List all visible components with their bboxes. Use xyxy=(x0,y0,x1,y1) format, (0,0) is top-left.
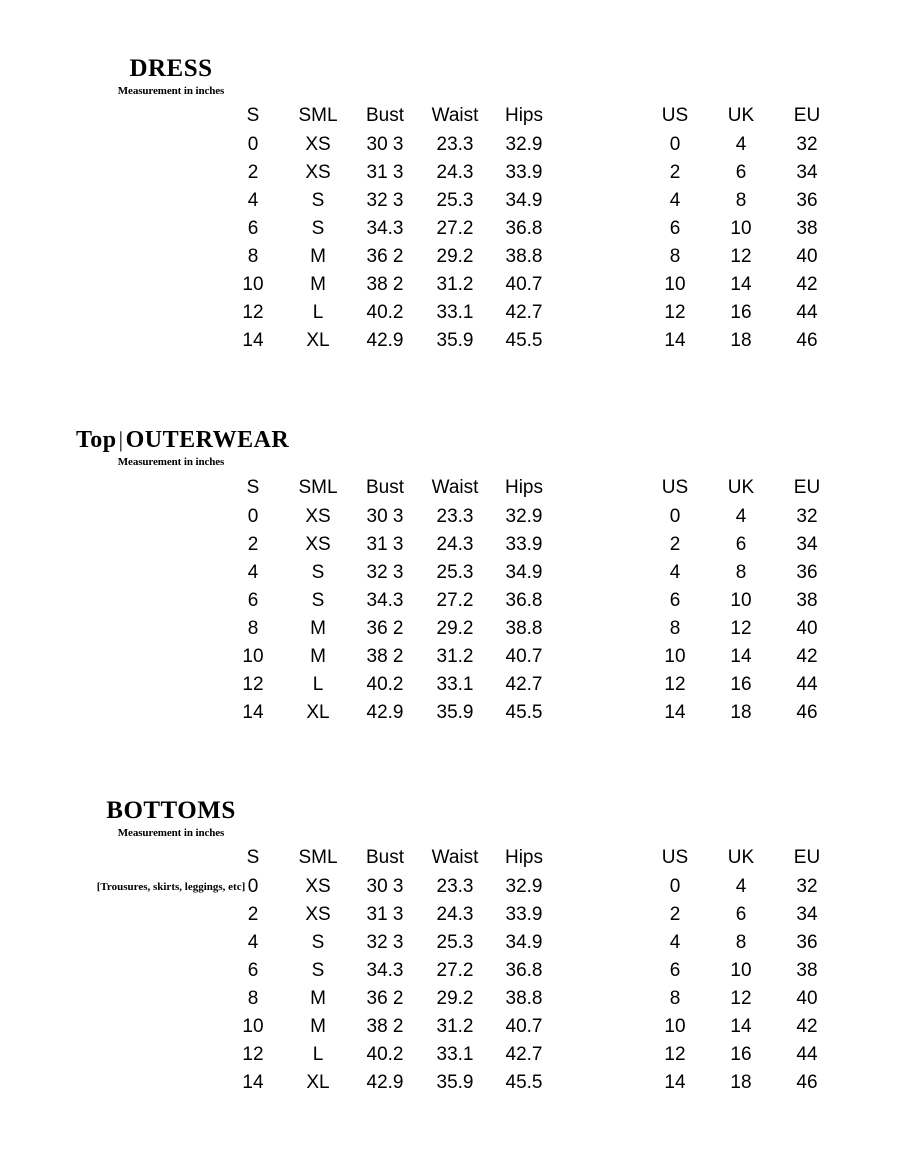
cell-us: 12 xyxy=(664,302,686,323)
cell-bust: 34.3 xyxy=(366,960,404,981)
section-top-outerwear-title xyxy=(76,427,290,453)
table-row xyxy=(224,327,840,355)
cell-hips: 33.9 xyxy=(505,162,543,183)
cell-uk: 12 xyxy=(730,246,752,267)
column-header-s: S xyxy=(246,477,260,498)
cell-waist: 29.2 xyxy=(436,246,474,267)
cell-us: 6 xyxy=(669,590,681,611)
cell-s: 14 xyxy=(242,702,264,723)
cell-waist: 35.9 xyxy=(436,1072,474,1093)
cell-uk: 8 xyxy=(735,562,747,583)
cell-eu: 32 xyxy=(796,134,818,155)
cell-sml: XS xyxy=(305,904,331,925)
cell-us: 12 xyxy=(664,674,686,695)
section-bottoms-note: [Trousures, skirts, leggings, etc] xyxy=(96,881,246,893)
cell-s: 2 xyxy=(247,904,259,925)
cell-eu: 42 xyxy=(796,1016,818,1037)
cell-hips: 45.5 xyxy=(505,702,543,723)
cell-bust: 30 3 xyxy=(366,134,404,155)
column-header-waist: Waist xyxy=(431,847,479,868)
cell-spacer xyxy=(554,1013,642,1041)
cell-s: 8 xyxy=(247,988,259,1009)
top-outerwear-size-table xyxy=(224,474,840,727)
cell-waist: 23.3 xyxy=(436,506,474,527)
cell-bust: 32 3 xyxy=(366,562,404,583)
table-row xyxy=(224,587,840,615)
cell-sml: S xyxy=(311,190,325,211)
cell-spacer xyxy=(554,985,642,1013)
cell-waist: 23.3 xyxy=(436,876,474,897)
cell-us: 4 xyxy=(669,190,681,211)
table-row xyxy=(224,131,840,159)
column-header-hips: Hips xyxy=(504,105,543,126)
column-header-eu: EU xyxy=(793,477,821,498)
cell-waist: 25.3 xyxy=(436,190,474,211)
cell-uk: 4 xyxy=(735,876,747,897)
cell-eu: 34 xyxy=(796,162,818,183)
table-row xyxy=(224,271,840,299)
cell-eu: 38 xyxy=(796,218,818,239)
table-row xyxy=(224,901,840,929)
cell-eu: 38 xyxy=(796,960,818,981)
cell-hips: 34.9 xyxy=(505,932,543,953)
cell-spacer xyxy=(554,215,642,243)
cell-uk: 18 xyxy=(730,702,752,723)
cell-spacer xyxy=(554,271,642,299)
cell-us: 2 xyxy=(669,904,681,925)
cell-spacer xyxy=(554,957,642,985)
cell-s: 6 xyxy=(247,590,259,611)
column-header-sml: SML xyxy=(298,477,338,498)
column-header-eu: EU xyxy=(793,847,821,868)
cell-hips: 38.8 xyxy=(505,246,543,267)
cell-bust: 42.9 xyxy=(366,1072,404,1093)
cell-spacer xyxy=(554,671,642,699)
section-dress-subtitle: Measurement in inches xyxy=(117,85,225,98)
cell-bust: 40.2 xyxy=(366,302,404,323)
cell-uk: 8 xyxy=(735,190,747,211)
cell-eu: 44 xyxy=(796,302,818,323)
cell-spacer xyxy=(554,131,642,159)
cell-eu: 38 xyxy=(796,590,818,611)
cell-sml: M xyxy=(310,1016,326,1037)
cell-sml: M xyxy=(310,246,326,267)
cell-hips: 34.9 xyxy=(505,562,543,583)
cell-waist: 25.3 xyxy=(436,932,474,953)
cell-uk: 8 xyxy=(735,932,747,953)
cell-bust: 34.3 xyxy=(366,218,404,239)
cell-waist: 29.2 xyxy=(436,988,474,1009)
cell-bust: 31 3 xyxy=(366,904,404,925)
cell-uk: 16 xyxy=(730,674,752,695)
cell-bust: 36 2 xyxy=(366,618,404,639)
cell-sml: XL xyxy=(306,330,330,351)
cell-spacer xyxy=(554,159,642,187)
cell-spacer xyxy=(554,531,642,559)
column-header-us: US xyxy=(661,847,689,868)
column-header-bust: Bust xyxy=(365,105,405,126)
cell-s: 14 xyxy=(242,330,264,351)
cell-uk: 16 xyxy=(730,1044,752,1065)
cell-s: 0 xyxy=(247,134,259,155)
table-row xyxy=(224,699,840,727)
table-row xyxy=(224,873,840,901)
cell-spacer xyxy=(554,559,642,587)
cell-spacer xyxy=(554,929,642,957)
cell-us: 6 xyxy=(669,960,681,981)
column-header-sml: SML xyxy=(298,847,338,868)
cell-hips: 32.9 xyxy=(505,134,543,155)
cell-bust: 32 3 xyxy=(366,190,404,211)
table-header-row xyxy=(224,844,840,873)
cell-eu: 34 xyxy=(796,904,818,925)
cell-sml: XL xyxy=(306,1072,330,1093)
section-top-outerwear-heading xyxy=(76,427,290,469)
section-top-outerwear-subtitle: Measurement in inches xyxy=(117,456,225,469)
column-header-sml: SML xyxy=(298,105,338,126)
cell-uk: 18 xyxy=(730,330,752,351)
cell-s: 12 xyxy=(242,1044,264,1065)
table-row xyxy=(224,1069,840,1097)
section-title-prefix: Top xyxy=(76,427,117,453)
cell-sml: S xyxy=(311,562,325,583)
cell-spacer xyxy=(554,587,642,615)
cell-s: 4 xyxy=(247,932,259,953)
column-header-us: US xyxy=(661,477,689,498)
cell-us: 6 xyxy=(669,218,681,239)
cell-hips: 40.7 xyxy=(505,646,543,667)
table-header-row xyxy=(224,102,840,131)
cell-bust: 31 3 xyxy=(366,534,404,555)
cell-sml: XS xyxy=(305,134,331,155)
table-row xyxy=(224,503,840,531)
cell-bust: 30 3 xyxy=(366,506,404,527)
table-row xyxy=(224,643,840,671)
column-header-s: S xyxy=(246,105,260,126)
cell-hips: 45.5 xyxy=(505,1072,543,1093)
cell-hips: 40.7 xyxy=(505,274,543,295)
column-header-spacer xyxy=(554,844,642,873)
cell-sml: S xyxy=(311,590,325,611)
table-row xyxy=(224,929,840,957)
cell-bust: 38 2 xyxy=(366,646,404,667)
column-header-bust: Bust xyxy=(365,477,405,498)
cell-uk: 16 xyxy=(730,302,752,323)
section-dress-heading xyxy=(76,56,266,97)
column-header-s: S xyxy=(246,847,260,868)
cell-us: 10 xyxy=(664,1016,686,1037)
cell-eu: 42 xyxy=(796,646,818,667)
cell-us: 8 xyxy=(669,618,681,639)
cell-us: 14 xyxy=(664,702,686,723)
column-header-waist: Waist xyxy=(431,105,479,126)
cell-us: 8 xyxy=(669,988,681,1009)
cell-spacer xyxy=(554,901,642,929)
cell-us: 8 xyxy=(669,246,681,267)
cell-us: 10 xyxy=(664,646,686,667)
table-row xyxy=(224,957,840,985)
cell-s: 2 xyxy=(247,162,259,183)
cell-eu: 42 xyxy=(796,274,818,295)
cell-spacer xyxy=(554,299,642,327)
section-bottoms-heading xyxy=(76,798,266,839)
cell-uk: 14 xyxy=(730,1016,752,1037)
cell-us: 14 xyxy=(664,1072,686,1093)
cell-bust: 36 2 xyxy=(366,988,404,1009)
cell-eu: 40 xyxy=(796,618,818,639)
cell-us: 0 xyxy=(669,506,681,527)
cell-us: 4 xyxy=(669,932,681,953)
cell-sml: XS xyxy=(305,534,331,555)
cell-spacer xyxy=(554,1041,642,1069)
cell-sml: L xyxy=(312,1044,324,1065)
cell-eu: 44 xyxy=(796,674,818,695)
column-header-hips: Hips xyxy=(504,847,543,868)
cell-sml: XS xyxy=(305,162,331,183)
cell-s: 0 xyxy=(247,506,259,527)
cell-sml: XS xyxy=(305,506,331,527)
cell-sml: M xyxy=(310,618,326,639)
cell-bust: 42.9 xyxy=(366,330,404,351)
cell-waist: 31.2 xyxy=(436,274,474,295)
cell-eu: 36 xyxy=(796,190,818,211)
cell-bust: 31 3 xyxy=(366,162,404,183)
cell-us: 12 xyxy=(664,1044,686,1065)
cell-bust: 32 3 xyxy=(366,932,404,953)
table-header-row xyxy=(224,474,840,503)
cell-waist: 35.9 xyxy=(436,330,474,351)
cell-waist: 24.3 xyxy=(436,162,474,183)
cell-waist: 23.3 xyxy=(436,134,474,155)
cell-s: 0 xyxy=(247,876,259,897)
column-header-spacer xyxy=(554,102,642,131)
cell-uk: 6 xyxy=(735,534,747,555)
cell-us: 2 xyxy=(669,534,681,555)
cell-s: 8 xyxy=(247,246,259,267)
section-dress-title: DRESS xyxy=(129,55,213,82)
cell-hips: 32.9 xyxy=(505,876,543,897)
cell-sml: M xyxy=(310,988,326,1009)
cell-hips: 38.8 xyxy=(505,618,543,639)
cell-s: 8 xyxy=(247,618,259,639)
table-row xyxy=(224,531,840,559)
column-header-uk: UK xyxy=(727,105,755,126)
cell-eu: 46 xyxy=(796,702,818,723)
cell-eu: 36 xyxy=(796,562,818,583)
cell-hips: 45.5 xyxy=(505,330,543,351)
cell-hips: 40.7 xyxy=(505,1016,543,1037)
cell-uk: 12 xyxy=(730,988,752,1009)
cell-hips: 42.7 xyxy=(505,674,543,695)
cell-waist: 35.9 xyxy=(436,702,474,723)
table-row xyxy=(224,985,840,1013)
table-row xyxy=(224,559,840,587)
cell-eu: 36 xyxy=(796,932,818,953)
cell-sml: M xyxy=(310,646,326,667)
cell-s: 14 xyxy=(242,1072,264,1093)
table-row xyxy=(224,615,840,643)
cell-s: 4 xyxy=(247,190,259,211)
table-row xyxy=(224,299,840,327)
table-row xyxy=(224,243,840,271)
cell-uk: 6 xyxy=(735,162,747,183)
cell-waist: 31.2 xyxy=(436,1016,474,1037)
cell-spacer xyxy=(554,187,642,215)
section-title-separator: | xyxy=(118,427,124,452)
cell-hips: 36.8 xyxy=(505,960,543,981)
cell-waist: 24.3 xyxy=(436,534,474,555)
cell-s: 12 xyxy=(242,674,264,695)
column-header-us: US xyxy=(661,105,689,126)
cell-eu: 46 xyxy=(796,330,818,351)
cell-us: 14 xyxy=(664,330,686,351)
cell-spacer xyxy=(554,327,642,355)
cell-us: 0 xyxy=(669,134,681,155)
cell-s: 10 xyxy=(242,274,264,295)
cell-waist: 33.1 xyxy=(436,674,474,695)
cell-uk: 12 xyxy=(730,618,752,639)
cell-us: 10 xyxy=(664,274,686,295)
cell-s: 4 xyxy=(247,562,259,583)
cell-hips: 33.9 xyxy=(505,534,543,555)
cell-eu: 32 xyxy=(796,506,818,527)
cell-s: 12 xyxy=(242,302,264,323)
cell-sml: S xyxy=(311,960,325,981)
cell-hips: 38.8 xyxy=(505,988,543,1009)
cell-uk: 6 xyxy=(735,904,747,925)
cell-s: 6 xyxy=(247,960,259,981)
cell-bust: 38 2 xyxy=(366,274,404,295)
bottoms-size-table xyxy=(224,844,840,1097)
cell-waist: 27.2 xyxy=(436,960,474,981)
section-bottoms-subtitle: Measurement in inches xyxy=(117,827,225,840)
cell-hips: 42.7 xyxy=(505,1044,543,1065)
cell-hips: 34.9 xyxy=(505,190,543,211)
cell-sml: XS xyxy=(305,876,331,897)
cell-hips: 42.7 xyxy=(505,302,543,323)
cell-bust: 40.2 xyxy=(366,674,404,695)
table-row xyxy=(224,671,840,699)
cell-waist: 25.3 xyxy=(436,562,474,583)
cell-eu: 40 xyxy=(796,246,818,267)
cell-bust: 34.3 xyxy=(366,590,404,611)
section-title-main: OUTERWEAR xyxy=(125,427,290,453)
cell-s: 10 xyxy=(242,1016,264,1037)
cell-s: 10 xyxy=(242,646,264,667)
cell-us: 0 xyxy=(669,876,681,897)
table-row xyxy=(224,1013,840,1041)
cell-bust: 38 2 xyxy=(366,1016,404,1037)
cell-bust: 30 3 xyxy=(366,876,404,897)
cell-waist: 33.1 xyxy=(436,1044,474,1065)
cell-waist: 27.2 xyxy=(436,590,474,611)
cell-uk: 14 xyxy=(730,646,752,667)
cell-bust: 36 2 xyxy=(366,246,404,267)
cell-hips: 33.9 xyxy=(505,904,543,925)
column-header-hips: Hips xyxy=(504,477,543,498)
cell-waist: 29.2 xyxy=(436,618,474,639)
table-row xyxy=(224,1041,840,1069)
cell-sml: M xyxy=(310,274,326,295)
cell-waist: 24.3 xyxy=(436,904,474,925)
cell-spacer xyxy=(554,643,642,671)
cell-eu: 32 xyxy=(796,876,818,897)
cell-sml: L xyxy=(312,674,324,695)
cell-waist: 31.2 xyxy=(436,646,474,667)
cell-eu: 34 xyxy=(796,534,818,555)
column-header-waist: Waist xyxy=(431,477,479,498)
column-header-uk: UK xyxy=(727,847,755,868)
column-header-bust: Bust xyxy=(365,847,405,868)
cell-sml: XL xyxy=(306,702,330,723)
cell-spacer xyxy=(554,873,642,901)
cell-spacer xyxy=(554,615,642,643)
table-row xyxy=(224,187,840,215)
column-header-uk: UK xyxy=(727,477,755,498)
cell-sml: L xyxy=(312,302,324,323)
cell-spacer xyxy=(554,243,642,271)
cell-spacer xyxy=(554,699,642,727)
cell-bust: 42.9 xyxy=(366,702,404,723)
cell-s: 6 xyxy=(247,218,259,239)
cell-uk: 10 xyxy=(730,218,752,239)
cell-hips: 32.9 xyxy=(505,506,543,527)
cell-us: 2 xyxy=(669,162,681,183)
cell-waist: 27.2 xyxy=(436,218,474,239)
table-row xyxy=(224,215,840,243)
cell-s: 2 xyxy=(247,534,259,555)
cell-bust: 40.2 xyxy=(366,1044,404,1065)
cell-uk: 4 xyxy=(735,506,747,527)
cell-waist: 33.1 xyxy=(436,302,474,323)
cell-sml: S xyxy=(311,932,325,953)
cell-uk: 14 xyxy=(730,274,752,295)
section-bottoms-title: BOTTOMS xyxy=(106,797,236,824)
cell-uk: 4 xyxy=(735,134,747,155)
cell-sml: S xyxy=(311,218,325,239)
column-header-spacer xyxy=(554,474,642,503)
cell-uk: 10 xyxy=(730,590,752,611)
cell-eu: 40 xyxy=(796,988,818,1009)
cell-hips: 36.8 xyxy=(505,590,543,611)
cell-uk: 18 xyxy=(730,1072,752,1093)
cell-eu: 46 xyxy=(796,1072,818,1093)
cell-eu: 44 xyxy=(796,1044,818,1065)
dress-size-table xyxy=(224,102,840,355)
cell-us: 4 xyxy=(669,562,681,583)
cell-hips: 36.8 xyxy=(505,218,543,239)
cell-spacer xyxy=(554,1069,642,1097)
column-header-eu: EU xyxy=(793,105,821,126)
cell-spacer xyxy=(554,503,642,531)
table-row xyxy=(224,159,840,187)
cell-uk: 10 xyxy=(730,960,752,981)
